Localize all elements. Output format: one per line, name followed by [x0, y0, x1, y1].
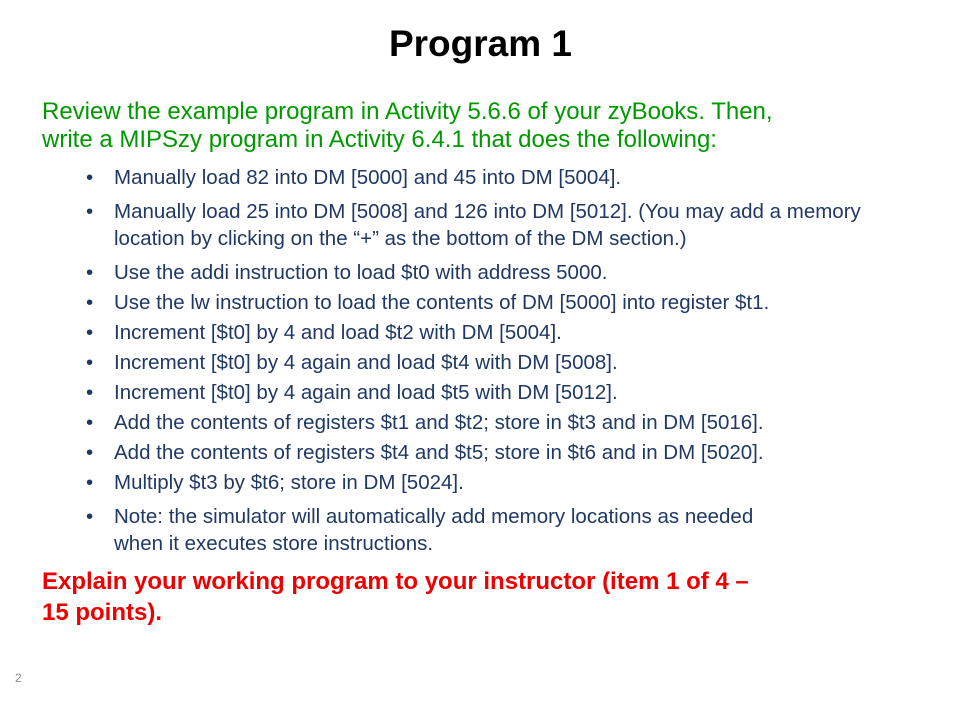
list-item [86, 439, 906, 466]
list-item [86, 503, 794, 557]
list-item [86, 198, 906, 252]
bullet-icon: • [86, 321, 94, 344]
bullet-icon: • [86, 411, 94, 434]
list-item-text: Add the contents of registers $t1 and $t2; store in $t3 and in DM [5016]. [114, 411, 764, 434]
list-item-text: Note: the simulator will automatically add memory locations as needed when it executes store instructions. [114, 505, 754, 555]
list-item-text: Increment [$t0] by 4 again and load $t4 with DM [5008]. [114, 351, 618, 374]
list-item [86, 379, 906, 406]
closing-instruction [42, 566, 862, 628]
bullet-icon: • [86, 471, 94, 494]
list-item-text: Increment [$t0] by 4 and load $t2 with DM [5004]. [114, 321, 562, 344]
list-item-text: Add the contents of registers $t4 and $t5; store in $t6 and in DM [5020]. [114, 441, 764, 464]
bullet-icon: • [86, 166, 94, 189]
bullet-icon: • [86, 351, 94, 374]
bullet-icon: • [86, 200, 94, 223]
list-item-text: Manually load 25 into DM [5008] and 126 into DM [5012]. (You may add a memory location by clicking on the “+” as the bottom of the DM section.) [114, 200, 861, 250]
page-number: 2 [15, 671, 22, 685]
list-item [86, 469, 906, 496]
bullet-icon: • [86, 291, 94, 314]
intro-line-2: write a MIPSzy program in Activity 6.4.1 that does the following: [42, 126, 717, 153]
list-item-text: Manually load 82 into DM [5000] and 45 into DM [5004]. [114, 166, 622, 189]
list-item-text: Increment [$t0] by 4 again and load $t5 with DM [5012]. [114, 381, 618, 404]
bullet-icon: • [86, 381, 94, 404]
list-item [86, 349, 906, 376]
intro-line-1: Review the example program in Activity 5.6.6 of your zyBooks. Then, [42, 98, 773, 125]
closing-line-2: 15 points). [42, 599, 163, 626]
instruction-list [86, 164, 906, 560]
list-item [86, 164, 906, 191]
list-item [86, 319, 906, 346]
closing-line-1: Explain your working program to your instructor (item 1 of 4 – [42, 568, 749, 595]
bullet-icon: • [86, 505, 94, 528]
bullet-icon: • [86, 261, 94, 284]
intro-paragraph [42, 98, 922, 154]
list-item-text: Multiply $t3 by $t6; store in DM [5024]. [114, 471, 464, 494]
list-item-text: Use the addi instruction to load $t0 with address 5000. [114, 261, 608, 284]
list-item [86, 289, 906, 316]
bullet-icon: • [86, 441, 94, 464]
list-item-text: Use the lw instruction to load the contents of DM [5000] into register $t1. [114, 291, 770, 314]
slide-title: Program 1 [388, 23, 572, 64]
list-item [86, 259, 906, 286]
list-item [86, 409, 906, 436]
